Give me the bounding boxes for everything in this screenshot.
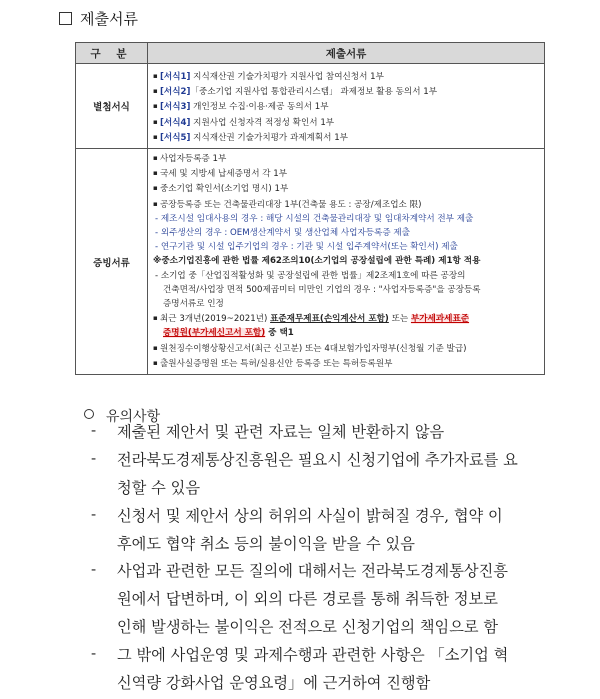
list-item: ▪ 출원사실증명원 또는 특허/실용신안 등록증 또는 특허등록원부 <box>153 356 540 371</box>
list-item: ▪ 최근 3개년(2019~2021년) 표준재무제표(손익계산서 포함) 또는 부가세과세표준 <box>153 311 540 326</box>
list-item: ▪ 중소기업 확인서(소기업 명시) 1부 <box>153 181 540 196</box>
list-item: ▪ [서식5] 지식재산권 기술가치평가 과제계획서 1부 <box>153 130 540 145</box>
legal-note: ※중소기업진흥에 관한 법률 제62조의10(소기업의 공장설립에 관한 특례) 제1항 적용 <box>153 256 481 267</box>
documents-table <box>75 42 545 375</box>
category-cell: 증빙서류 <box>76 149 148 375</box>
list-item-continued: 증명원(부가세신고서 포함) 중 택1 <box>163 328 294 339</box>
table-row <box>76 64 545 149</box>
list-item: ▪ 원천징수이행상황신고서(최근 신고분) 또는 4대보험가입자명부(신청월 기준 발급) <box>153 341 540 356</box>
checkbox-icon <box>59 12 72 25</box>
circle-bullet-icon <box>84 409 94 419</box>
note-detail: 건축면적/사업장 면적 500제곱미터 미만인 기업의 경우 : "사업자등록증"을 공장등록 <box>163 284 481 295</box>
list-item: ▪ [서식4] 지원사업 신청자격 적정성 확인서 1부 <box>153 115 540 130</box>
financial-statement-text: 표준재무제표(손익계산서 포함) <box>270 314 389 325</box>
note-detail: 증명서류로 인정 <box>163 299 224 310</box>
table-header-row <box>76 43 545 64</box>
table-row <box>76 149 545 375</box>
list-item: ▪ [서식3] 개인정보 수집·이용·제공 동의서 1부 <box>153 99 540 114</box>
note-detail: - 소기업 중「산업집적활성화 및 공장설립에 관한 법률」제2조제1호에 따른 공장의 <box>155 270 466 281</box>
header-category: 구 분 <box>76 43 148 64</box>
category-cell: 별첨서식 <box>76 64 148 149</box>
header-documents: 제출서류 <box>148 43 545 64</box>
list-item: ▪ [서식1] 지식재산권 기술가치평가 지원사업 참여신청서 1부 <box>153 69 540 84</box>
sub-item: - 제조시설 임대사용의 경우 : 해당 시설의 건축물관리대장 및 임대차계약서 전부 제출 <box>155 213 474 224</box>
section-header <box>59 8 138 29</box>
list-item: ▪ [서식2]「중소기업 지원사업 통합관리시스템」 과제정보 활용 동의서 1부 <box>153 84 540 99</box>
vat-standard-text: 부가세과세표준 <box>410 314 470 325</box>
sub-item: - 외주생산의 경우 : OEM생산계약서 및 생산업체 사업자등록증 제출 <box>155 228 410 239</box>
list-item: ▪ 국세 및 지방세 납세증명서 각 1부 <box>153 166 540 181</box>
section-title: 제출서류 <box>80 10 138 28</box>
sub-item: - 연구기관 및 시설 입주기업의 경우 : 기관 및 시설 입주계약서(또는 확인서) 제출 <box>155 242 458 253</box>
list-item: ▪ 공장등록증 또는 건축물관리대장 1부(건축물 용도 : 공장/제조업소 限) <box>153 197 540 212</box>
list-item: ▪ 사업자등록증 1부 <box>153 151 540 166</box>
attached-forms-cell <box>148 64 545 149</box>
notes-heading: 유의사항 <box>84 406 160 426</box>
evidence-docs-cell <box>148 149 545 375</box>
vat-certificate-text: 증명원(부가세신고서 포함) <box>163 328 266 339</box>
